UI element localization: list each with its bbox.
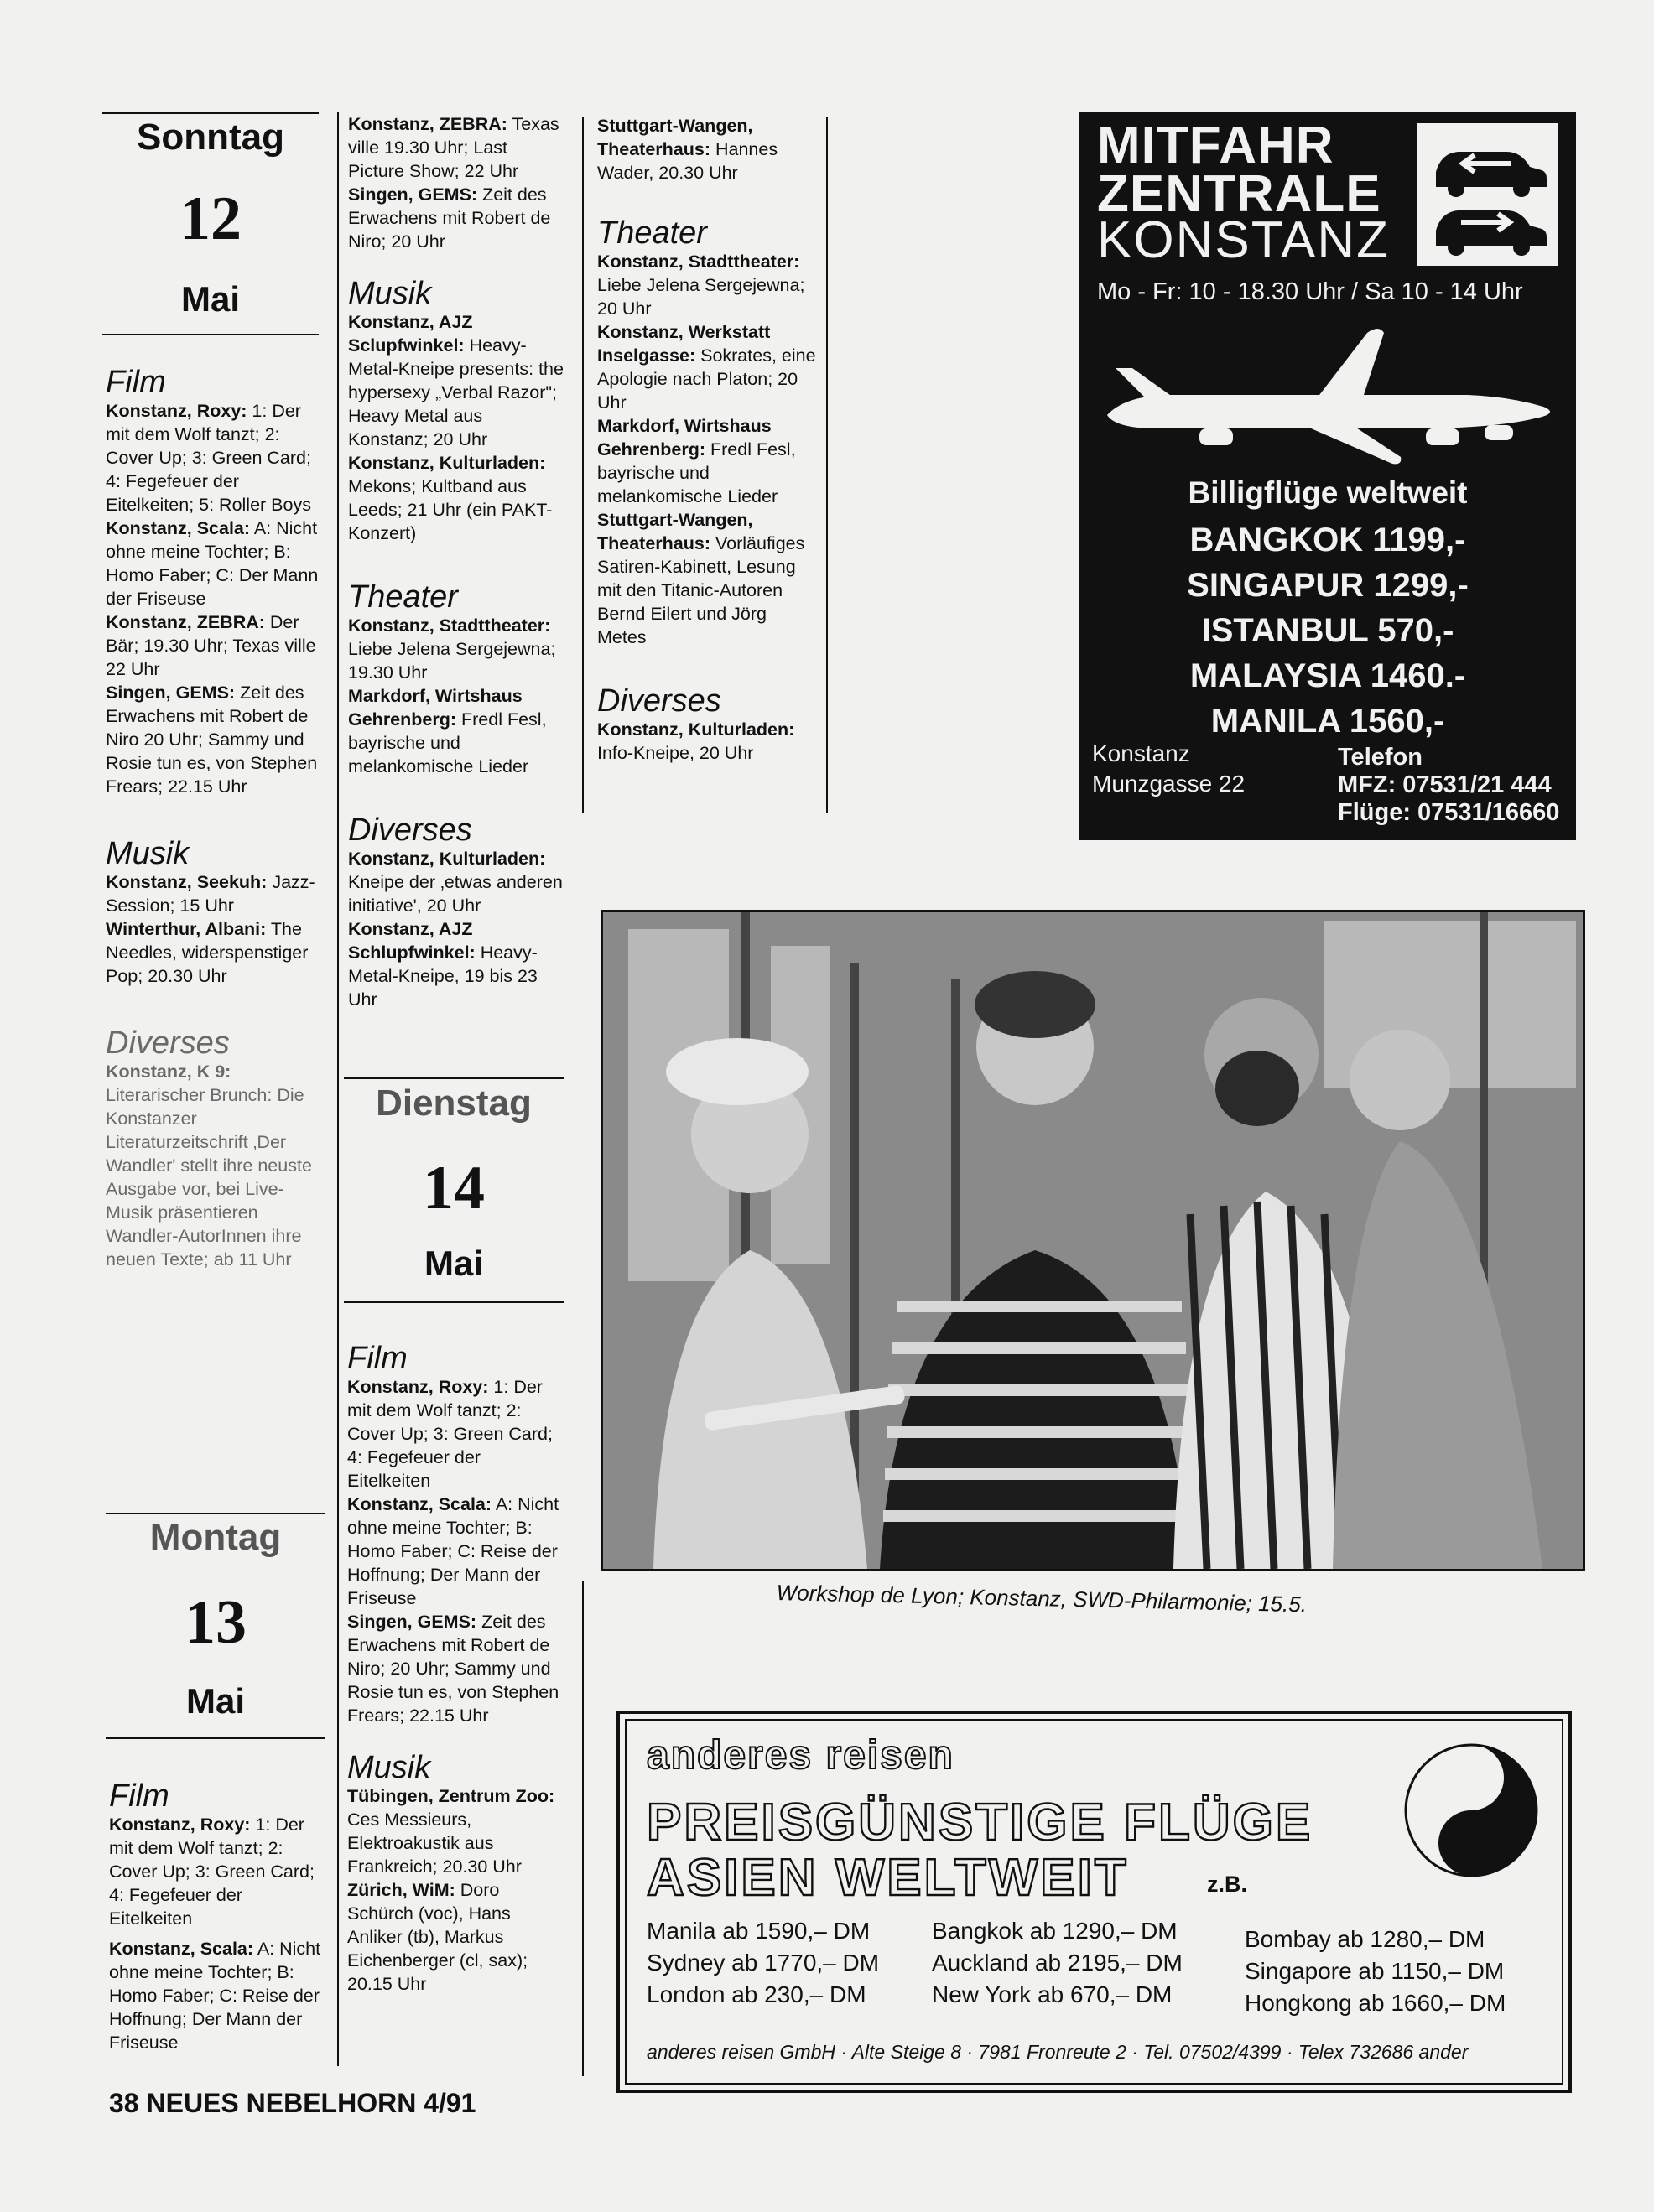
ad-headline: PREISGÜNSTIGE FLÜGE: [647, 1794, 1313, 1851]
rule: [344, 1077, 564, 1079]
sunday-listings: [106, 359, 325, 1271]
column-divider: [337, 112, 339, 2066]
list-item: Konstanz, K 9: Literarischer Brunch: Die Konstanzer Literaturzeitschrift ‚Der Wandler' stellt ihre neuste Ausgabe vor, bei Live-Musik präsentieren Wandler-AutorInnen ihre neuen Texte; ab 11 Uhr: [106, 1062, 312, 1270]
ad-title: MITFAHR ZENTRALE: [1097, 117, 1381, 223]
destination: MANILA 1560,-: [1210, 703, 1445, 740]
column-divider: [582, 117, 584, 813]
ad-address: Konstanz Munzgasse 22: [1092, 740, 1246, 797]
opening-hours: Mo - Fr: 10 - 18.30 Uhr / Sa 10 - 14 Uhr: [1097, 278, 1523, 305]
column-divider: [826, 117, 828, 813]
destination: SINGAPUR 1299,-: [1187, 567, 1469, 604]
day-name: Montag: [149, 1517, 282, 1558]
day-header-tuesday: [344, 1082, 564, 1285]
list-item: Konstanz, ZEBRA: Der Bär; 19.30 Uhr; Texas ville 22 Uhr: [106, 612, 316, 679]
ad-phone: Telefon MFZ: 07531/21 444 Flüge: 07531/16660: [1338, 744, 1560, 826]
yin-yang-icon: [1400, 1739, 1542, 1882]
section-heading: Diverses: [106, 1026, 230, 1061]
destination: ISTANBUL 570,-: [1201, 612, 1454, 649]
price-item: Bombay ab 1280,– DM: [1245, 1926, 1485, 1952]
price-item: Singapore ab 1150,– DM: [1245, 1958, 1505, 1984]
list-item: Konstanz, Kulturladen: Mekons; Kultband aus Leeds; 21 Uhr (ein PAKT-Konzert): [348, 453, 553, 543]
advertisement-anderes-reisen: [616, 1711, 1572, 2093]
list-item: Konstanz, Roxy: 1: Der mit dem Wolf tanzt; 2: Cover Up; 3: Green Card; 4: Fegefeuer der Eitelkeiten: [347, 1377, 553, 1491]
advertisement-mitfahrzentrale: [1079, 112, 1576, 840]
list-item: Konstanz, Stadttheater: Liebe Jelena Sergejewna; 20 Uhr: [597, 252, 805, 319]
price-item: London ab 230,– DM: [647, 1981, 866, 2007]
rule: [106, 1513, 325, 1514]
ad-contact: anderes reisen GmbH · Alte Steige 8 · 7981 Fronreute 2 · Tel. 07502/4399 · Telex 732686 ander: [647, 2041, 1469, 2063]
list-item: Konstanz, Roxy: 1: Der mit dem Wolf tanzt; 2: Cover Up; 3: Green Card; 4: Fegefeuer der Eitelkeiten; 5: Roller Boys: [106, 401, 311, 515]
list-item: Konstanz, Scala: A: Nicht ohne meine Tochter; B: Homo Faber; C: Reise der Hoffnung; Der Mann der Friseuse: [109, 1939, 321, 2053]
day-header-sunday: [102, 116, 319, 320]
list-item: Konstanz, AJZ Sclupfwinkel: Heavy-Metal-Kneipe presents: the hypersexy „Verbal Razor"; Heavy Metal aus Konstanz; 20 Uhr: [348, 312, 564, 449]
list-item: Konstanz, ZEBRA: Texas ville 19.30 Uhr; Last Picture Show; 22 Uhr: [348, 114, 559, 181]
destination: BANGKOK 1199,-: [1189, 522, 1466, 558]
cars-icon: [1417, 123, 1558, 266]
list-item: Stuttgart-Wangen, Theaterhaus: Hannes Wader, 20.30 Uhr: [597, 116, 778, 183]
list-item: Konstanz, Roxy: 1: Der mit dem Wolf tanzt; 2: Cover Up; 3: Green Card; 4: Fegefeuer der Eitelkeiten: [109, 1815, 315, 1929]
list-item: Zürich, WiM: Doro Schürch (voc), Hans Anliker (tb), Markus Eichenberger (cl, sax); 20.15 Uhr: [347, 1880, 528, 1994]
section-heading: Film: [109, 1778, 169, 1814]
tuesday-listings: [347, 1335, 564, 1996]
list-item: Markdorf, Wirtshaus Gehrenberg: Fredl Fesl, bayrische und melankomische Lieder: [597, 416, 796, 506]
day-number: 13: [185, 1588, 247, 1657]
section-heading: Musik: [106, 836, 190, 871]
list-item: Tübingen, Zentrum Zoo: Ces Messieurs, Elektroakustik aus Frankreich; 20.30 Uhr: [347, 1786, 555, 1877]
day-name: Sonntag: [137, 117, 284, 158]
section-heading: Diverses: [597, 683, 721, 719]
month-name: Mai: [185, 1681, 245, 1721]
list-item: Konstanz, Seekuh: Jazz-Session; 15 Uhr: [106, 872, 315, 916]
list-item: Konstanz, Kulturladen: Info-Kneipe, 20 Uhr: [597, 719, 795, 763]
page-footer: 38 NEUES NEBELHORN 4/91: [109, 2088, 476, 2118]
example-label: z.B.: [1207, 1872, 1248, 1897]
rule: [102, 334, 319, 335]
price-item: New York ab 670,– DM: [932, 1981, 1173, 2007]
list-item: Winterthur, Albani: The Needles, widerspenstiger Pop; 20.30 Uhr: [106, 919, 309, 986]
wednesday-listings: [597, 112, 817, 765]
list-item: Markdorf, Wirtshaus Gehrenberg: Fredl Fesl, bayrische und melankomische Lieder: [348, 686, 547, 776]
destination-list: [1082, 517, 1573, 744]
ad-brand: anderes reisen: [647, 1733, 954, 1778]
list-item: Stuttgart-Wangen, Theaterhaus: Vorläufiges Satiren-Kabinett, Lesung mit den Titanic-Autoren Bernd Eilert und Jörg Metes: [597, 510, 805, 647]
section-heading: Musik: [348, 276, 432, 311]
list-item: Konstanz, Scala: A: Nicht ohne meine Tochter; B: Homo Faber; C: Der Mann der Friseuse: [106, 518, 319, 609]
price-column: [647, 1915, 879, 2011]
day-header-monday: [106, 1516, 325, 1722]
section-heading: Theater: [597, 215, 707, 251]
monday-listings: [109, 1773, 329, 2054]
rule: [102, 112, 319, 114]
section-heading: Film: [347, 1341, 408, 1376]
airplane-icon: [1090, 321, 1565, 472]
photo-caption: Workshop de Lyon; Konstanz, SWD-Philarmonie; 15.5.: [776, 1580, 1308, 1617]
price-item: Auckland ab 2195,– DM: [932, 1950, 1183, 1976]
price-item: Manila ab 1590,– DM: [647, 1918, 871, 1944]
section-heading: Theater: [348, 579, 458, 615]
ad-headline: ASIEN WELTWEIT: [647, 1849, 1129, 1907]
price-item: Bangkok ab 1290,– DM: [932, 1918, 1178, 1944]
ad-headline: Billigflüge weltweit: [1188, 475, 1468, 510]
price-item: Hongkong ab 1660,– DM: [1245, 1990, 1506, 2016]
price-column: [932, 1915, 1183, 2011]
rule: [344, 1301, 564, 1303]
month-name: Mai: [424, 1244, 483, 1283]
day-number: 14: [423, 1154, 485, 1223]
column-divider: [582, 1581, 584, 2076]
section-heading: Diverses: [348, 813, 472, 848]
day-number: 12: [179, 184, 242, 253]
list-item: Konstanz, Kulturladen: Kneipe der ‚etwas anderen initiative', 20 Uhr: [348, 849, 563, 916]
list-item: Konstanz, Stadttheater: Liebe Jelena Sergejewna; 19.30 Uhr: [348, 615, 556, 683]
list-item: Konstanz, Scala: A: Nicht ohne meine Tochter; B: Homo Faber; C: Reise der Hoffnung; Der Mann der Friseuse: [347, 1494, 559, 1608]
list-item: Konstanz, AJZ Schlupfwinkel: Heavy-Metal-Kneipe, 19 bis 23 Uhr: [348, 919, 538, 1010]
rule: [106, 1737, 325, 1739]
destination: MALAYSIA 1460.-: [1189, 657, 1466, 694]
list-item: Singen, GEMS: Zeit des Erwachens mit Robert de Niro; 20 Uhr: [348, 184, 551, 252]
tuesday-continued-listings: [348, 112, 564, 1011]
price-column: [1245, 1924, 1506, 2019]
ad-title-city: KONSTANZ: [1097, 211, 1390, 269]
section-heading: Film: [106, 365, 166, 400]
list-item: Singen, GEMS: Zeit des Erwachens mit Robert de Niro; 20 Uhr; Sammy und Rosie tun es, von Stephen Frears; 22.15 Uhr: [347, 1612, 559, 1726]
section-heading: Musik: [347, 1750, 431, 1785]
day-name: Dienstag: [376, 1083, 532, 1124]
list-item: Konstanz, Werkstatt Inselgasse: Sokrates, eine Apologie nach Platon; 20 Uhr: [597, 322, 816, 413]
month-name: Mai: [180, 279, 240, 319]
list-item: Singen, GEMS: Zeit des Erwachens mit Robert de Niro 20 Uhr; Sammy und Rosie tun es, von Stephen Frears; 22.15 Uhr: [106, 683, 318, 797]
band-photo: [601, 910, 1585, 1571]
price-item: Sydney ab 1770,– DM: [647, 1950, 880, 1976]
